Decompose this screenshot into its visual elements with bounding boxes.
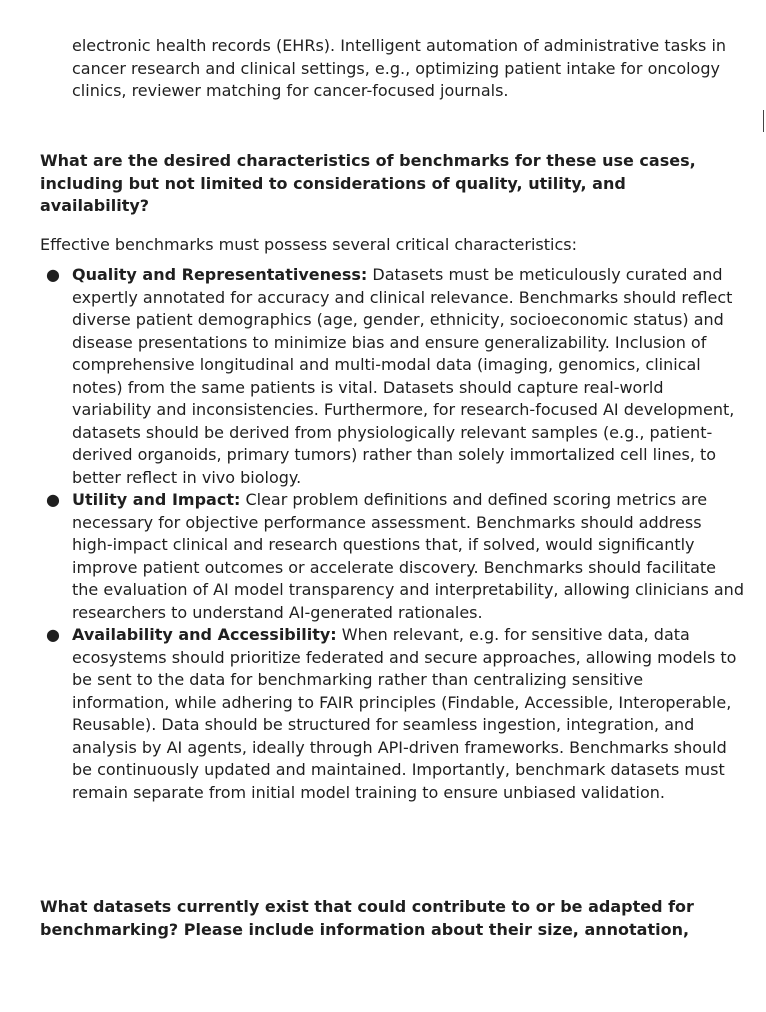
list-item-term: Availability and Accessibility: [72,625,337,644]
intro-paragraph-continuation: electronic health records (EHRs). Intelligent automation of administrative tasks in cancer research and clinical settings, e.g., optimizing patient intake for oncology clinics, reviewer matching for cancer-focused journals. [72,36,727,100]
list-item-text: When relevant, e.g. for sensitive data, data ecosystems should prioritize federated and secure approaches, allowing models to be sent to the data for benchmarking rather than centralizing sensitive information, while adhering to FAIR principles (Findable, Accessible, Interoperable, Reusable). Data should be structured for seamless ingestion, integration, and analysis by AI agents, ideally through API-driven frameworks. Benchmarks should be continuously updated and maintained. Importantly, benchmark datasets must remain separate from initial model training to ensure unbiased validation. [72,625,737,802]
list-item-term: Quality and Representativeness: [72,265,368,284]
characteristics-list [46,264,744,804]
list-item-text: Clear problem definitions and defined scoring metrics are necessary for objective performance assessment. Benchmarks should address high-impact clinical and research questions that, if solved, would significantly improve patient outcomes or accelerate discovery. Benchmarks should facilitate the evaluation of AI model transparency and interpretability, allowing clinicians and researchers to understand AI-generated rationales. [72,490,744,622]
list-item-text: Datasets must be meticulously curated and expertly annotated for accuracy and clinical relevance. Benchmarks should reflect diverse patient demographics (age, gender, ethnicity, socioeconomic status) and disease presentations to minimize bias and ensure generalizability. Inclusion of comprehensive longitudinal and multi-modal data (imaging, genomics, clinical notes) from the same patients is vital. Datasets should capture real-world variability and inconsistencies. Furthermore, for research-focused AI development, datasets should be derived from physiologically relevant samples (e.g., patient-derived organoids, primary tumors) rather than solely immortalized cell lines, to better reflect in vivo biology. [72,265,735,487]
bullet-icon: ● [46,625,60,644]
bullet-icon: ● [46,490,60,509]
list-item-term: Utility and Impact: [72,490,241,509]
question-heading-benchmark-characteristics: What are the desired characteristics of benchmarks for these use cases, including but not limited to considerations of quality, utility, and availability? [40,151,696,215]
list-item-availability [46,624,744,804]
list-item-utility [46,489,744,624]
list-item-quality [46,264,744,489]
question-heading-existing-datasets: What datasets currently exist that could contribute to or be adapted for benchmarking? Please include information about their size, annotation, [40,897,694,939]
text-cursor [763,110,764,132]
bullet-icon: ● [46,265,60,284]
answer-intro-paragraph: Effective benchmarks must possess several critical characteristics: [40,235,577,254]
